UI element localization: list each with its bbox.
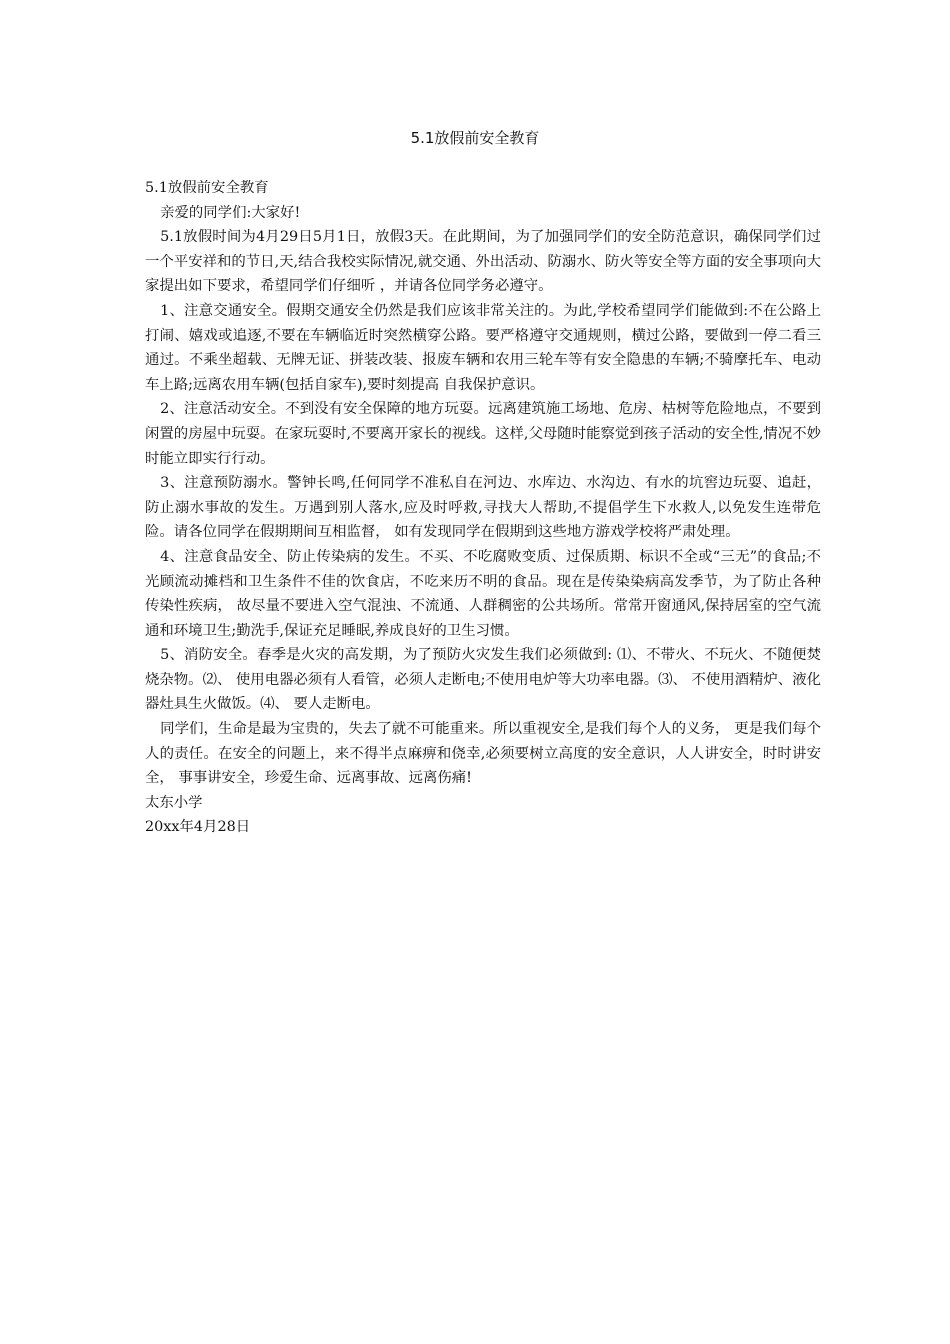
document-title: 5.1放假前安全教育 bbox=[410, 129, 540, 147]
paragraph-closing: 同学们，生命是最为宝贵的，失去了就不可能重来。所以重视安全,是我们每个人的义务， 更是我们每个人的责任。在安全的问题上，来不得半点麻痹和侥幸,必须要树立高度的安全意识，人人讲安全，时时讲安全， 事事讲安全，珍爱生命、远离事故、远离伤痛! bbox=[145, 721, 821, 787]
paragraph-food-safety: 4、注意食品安全、防止传染病的发生。不买、不吃腐败变质、过保质期、标识不全或“三无”的食品;不光顾流动摊档和卫生条件不佳的饮食店，不吃来历不明的食品。现在是传染染病高发季节，为了防止各种传染性疾病， 故尽量不要进入空气混浊、不流通、人群稠密的公共场所。常常开窗通风,保持居室的空气流通和环境卫生;勤洗手,保证充足睡眠,养成良好的卫生习惯。 bbox=[145, 548, 821, 639]
section-heading: 5.1放假前安全教育 bbox=[145, 180, 269, 196]
date: 20xx年4月28日 bbox=[145, 819, 251, 836]
paragraph-fire-safety: 5、消防安全。春季是火灾的高发期，为了预防火灾发生我们必须做到: ⑴、不带火、不玩火、不随便焚烧杂物。⑵、 使用电器必须有人看管，必须人走断电;不使用电炉等大功率电器。⑶、 不使用酒精炉、液化器灶具生火做饭。⑷、 要人走断电。 bbox=[145, 647, 821, 713]
paragraph-intro: 5.1放假时间为4月29日5月1日，放假3天。在此期间，为了加强同学们的安全防范意识，确保同学们过一个平安祥和的节日,天,结合我校实际情况,就交通、外出活动、防溺水、防火等安全等方面的安全事项向大家提出如下要求，希望同学们仔细听 ，并请各位同学务必遵守。 bbox=[145, 229, 821, 295]
paragraph-traffic-safety: 1、注意交通安全。假期交通安全仍然是我们应该非常关注的。为此,学校希望同学们能做到:不在公路上打闹、嬉戏或追逐,不要在车辆临近时突然横穿公路。要严格遵守交通规则，横过公路，要做到一停二看三通过。不乘坐超载、无牌无证、拼装改装、报废车辆和农用三轮车等有安全隐患的车辆;不骑摩托车、电动车上路;远离农用车辆(包括自家车),要时刻提高 自我保护意识。 bbox=[145, 302, 821, 393]
paragraph-drowning-prevention: 3、注意预防溺水。警钟长鸣,任何同学不准私自在河边、水库边、水沟边、有水的坑窖边玩耍、追赶，防止溺水事故的发生。万遇到别人落水,应及时呼救,寻找大人帮助,不提倡学生下水救人,以免发生连带危险。请各位同学在假期期间互相监督， 如有发现同学在假期到这些地方游戏学校将严肃处理。 bbox=[145, 475, 821, 541]
signature: 太东小学 bbox=[145, 794, 203, 811]
document-body bbox=[145, 176, 821, 840]
greeting: 亲爱的同学们:大家好! bbox=[160, 204, 301, 221]
paragraph-activity-safety: 2、注意活动安全。不到没有安全保障的地方玩耍。远离建筑施工场地、危房、枯树等危险地点，不要到闲置的房屋中玩耍。在家玩耍时,不要离开家长的视线。这样,父母随时能察觉到孩子活动的安全性,情况不妙时能立即实行行动。 bbox=[145, 401, 821, 467]
